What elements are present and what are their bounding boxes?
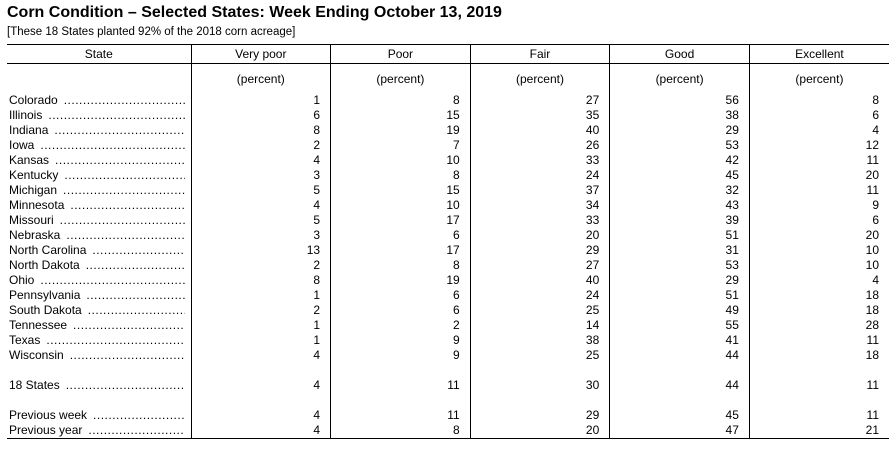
poor-value: 10 <box>331 153 471 168</box>
dot-leader <box>66 378 185 393</box>
state-name: Minnesota <box>9 198 65 212</box>
excellent-value: 6 <box>749 213 889 228</box>
fair-value: 33 <box>470 213 610 228</box>
fair-value: 25 <box>470 303 610 318</box>
fair-value: 20 <box>470 423 610 439</box>
good-value: 41 <box>610 333 750 348</box>
excellent-value: 20 <box>749 228 889 243</box>
unit-label: (percent) <box>331 64 471 94</box>
excellent-value: 11 <box>749 183 889 198</box>
dot-leader <box>63 183 184 198</box>
fair-value: 40 <box>470 273 610 288</box>
dot-leader <box>64 93 185 108</box>
dot-leader <box>88 303 185 318</box>
fair-value: 35 <box>470 108 610 123</box>
table-row <box>7 243 889 258</box>
unit-label: (percent) <box>610 64 750 94</box>
state-name: Wisconsin <box>9 348 64 362</box>
poor-value: 8 <box>331 93 471 108</box>
table-body <box>7 93 889 439</box>
table-row <box>7 288 889 303</box>
state-cell <box>7 228 191 243</box>
good-value: 43 <box>610 198 750 213</box>
state-cell <box>7 378 191 393</box>
excellent-value: 11 <box>749 378 889 393</box>
dot-leader <box>93 408 184 423</box>
units-row <box>7 64 889 94</box>
fair-value: 29 <box>470 408 610 423</box>
very-poor-value: 3 <box>191 168 331 183</box>
very-poor-value: 2 <box>191 138 331 153</box>
state-cell <box>7 108 191 123</box>
spacer-cell <box>610 363 750 378</box>
state-cell <box>7 183 191 198</box>
col-header-poor: Poor <box>331 45 471 64</box>
excellent-value: 10 <box>749 243 889 258</box>
excellent-value: 18 <box>749 348 889 363</box>
very-poor-value: 4 <box>191 408 331 423</box>
fair-value: 14 <box>470 318 610 333</box>
state-cell <box>7 243 191 258</box>
table-row <box>7 333 889 348</box>
table-row <box>7 183 889 198</box>
very-poor-value: 8 <box>191 123 331 138</box>
excellent-value: 21 <box>749 423 889 439</box>
excellent-value: 4 <box>749 273 889 288</box>
state-cell <box>7 138 191 153</box>
excellent-value: 18 <box>749 303 889 318</box>
good-value: 32 <box>610 183 750 198</box>
good-value: 49 <box>610 303 750 318</box>
poor-value: 9 <box>331 333 471 348</box>
fair-value: 34 <box>470 198 610 213</box>
table-row <box>7 273 889 288</box>
poor-value: 15 <box>331 108 471 123</box>
spacer-cell <box>749 393 889 408</box>
col-header-state: State <box>7 45 191 64</box>
excellent-value: 11 <box>749 333 889 348</box>
table-row <box>7 108 889 123</box>
corn-condition-table <box>7 44 889 439</box>
excellent-value: 11 <box>749 153 889 168</box>
state-name: Michigan <box>9 183 58 197</box>
very-poor-value: 5 <box>191 183 331 198</box>
poor-value: 9 <box>331 348 471 363</box>
dot-leader <box>86 258 185 273</box>
fair-value: 40 <box>470 123 610 138</box>
very-poor-value: 4 <box>191 198 331 213</box>
good-value: 44 <box>610 348 750 363</box>
good-value: 51 <box>610 288 750 303</box>
poor-value: 2 <box>331 318 471 333</box>
spacer-cell <box>7 363 191 378</box>
fair-value: 24 <box>470 288 610 303</box>
state-cell <box>7 258 191 273</box>
poor-value: 19 <box>331 273 471 288</box>
very-poor-value: 1 <box>191 333 331 348</box>
good-value: 31 <box>610 243 750 258</box>
state-name: Missouri <box>9 213 54 227</box>
fair-value: 25 <box>470 348 610 363</box>
good-value: 56 <box>610 93 750 108</box>
dot-leader <box>40 138 184 153</box>
spacer-cell <box>470 363 610 378</box>
dot-leader <box>40 273 184 288</box>
poor-value: 8 <box>331 258 471 273</box>
state-name: Texas <box>9 333 41 347</box>
dot-leader <box>54 123 184 138</box>
very-poor-value: 3 <box>191 228 331 243</box>
good-value: 53 <box>610 138 750 153</box>
spacer-cell <box>470 393 610 408</box>
good-value: 29 <box>610 123 750 138</box>
col-header-excellent: Excellent <box>749 45 889 64</box>
dot-leader <box>66 228 184 243</box>
state-name: Tennessee <box>9 318 68 332</box>
good-value: 45 <box>610 408 750 423</box>
state-cell <box>7 213 191 228</box>
state-name: Indiana <box>9 123 49 137</box>
state-cell <box>7 423 191 439</box>
poor-value: 17 <box>331 243 471 258</box>
excellent-value: 20 <box>749 168 889 183</box>
state-name: South Dakota <box>9 303 82 317</box>
table-row <box>7 318 889 333</box>
previous-week-row <box>7 408 889 423</box>
excellent-value: 28 <box>749 318 889 333</box>
table-row <box>7 168 889 183</box>
table-row <box>7 348 889 363</box>
state-cell <box>7 318 191 333</box>
state-name: Iowa <box>9 138 35 152</box>
state-name: Illinois <box>9 108 43 122</box>
excellent-value: 6 <box>749 108 889 123</box>
total-row <box>7 378 889 393</box>
fair-value: 27 <box>470 93 610 108</box>
dot-leader <box>55 153 184 168</box>
excellent-value: 10 <box>749 258 889 273</box>
excellent-value: 8 <box>749 93 889 108</box>
state-cell <box>7 408 191 423</box>
good-value: 42 <box>610 153 750 168</box>
fair-value: 30 <box>470 378 610 393</box>
good-value: 44 <box>610 378 750 393</box>
poor-value: 8 <box>331 423 471 439</box>
very-poor-value: 1 <box>191 288 331 303</box>
state-name: Ohio <box>9 273 35 287</box>
report-subtitle: [These 18 States planted 92% of the 2018 corn acreage] <box>7 26 296 38</box>
spacer-cell <box>331 393 471 408</box>
dot-leader <box>92 243 184 258</box>
dot-leader <box>46 333 184 348</box>
state-name: 18 States <box>9 378 60 392</box>
good-value: 29 <box>610 273 750 288</box>
dot-leader <box>64 168 184 183</box>
col-header-fair: Fair <box>470 45 610 64</box>
poor-value: 10 <box>331 198 471 213</box>
excellent-value: 11 <box>749 408 889 423</box>
dot-leader <box>73 318 184 333</box>
state-name: Colorado <box>9 93 58 107</box>
dot-leader <box>48 108 184 123</box>
good-value: 51 <box>610 228 750 243</box>
very-poor-value: 5 <box>191 213 331 228</box>
very-poor-value: 4 <box>191 423 331 439</box>
spacer-cell <box>191 393 331 408</box>
previous-year-row <box>7 423 889 439</box>
poor-value: 11 <box>331 408 471 423</box>
state-cell <box>7 273 191 288</box>
spacer-row <box>7 363 889 378</box>
dot-leader <box>70 198 184 213</box>
table-row <box>7 123 889 138</box>
table-row <box>7 153 889 168</box>
state-cell <box>7 123 191 138</box>
excellent-value: 18 <box>749 288 889 303</box>
unit-label: (percent) <box>749 64 889 94</box>
col-header-very-poor: Very poor <box>191 45 331 64</box>
poor-value: 17 <box>331 213 471 228</box>
very-poor-value: 13 <box>191 243 331 258</box>
excellent-value: 4 <box>749 123 889 138</box>
good-value: 55 <box>610 318 750 333</box>
fair-value: 27 <box>470 258 610 273</box>
very-poor-value: 1 <box>191 318 331 333</box>
fair-value: 20 <box>470 228 610 243</box>
state-cell <box>7 168 191 183</box>
header-row <box>7 45 889 64</box>
fair-value: 37 <box>470 183 610 198</box>
poor-value: 19 <box>331 123 471 138</box>
very-poor-value: 2 <box>191 303 331 318</box>
good-value: 38 <box>610 108 750 123</box>
poor-value: 6 <box>331 288 471 303</box>
poor-value: 6 <box>331 303 471 318</box>
dot-leader <box>88 423 184 438</box>
unit-label: (percent) <box>191 64 331 94</box>
poor-value: 15 <box>331 183 471 198</box>
table-row <box>7 228 889 243</box>
very-poor-value: 2 <box>191 258 331 273</box>
unit-label: (percent) <box>470 64 610 94</box>
state-cell <box>7 288 191 303</box>
good-value: 45 <box>610 168 750 183</box>
very-poor-value: 6 <box>191 108 331 123</box>
state-name: Previous week <box>9 408 88 422</box>
state-cell <box>7 153 191 168</box>
table-row <box>7 93 889 108</box>
state-name: Kentucky <box>9 168 59 182</box>
fair-value: 33 <box>470 153 610 168</box>
state-name: Previous year <box>9 423 83 437</box>
excellent-value: 9 <box>749 198 889 213</box>
dot-leader <box>70 348 185 363</box>
dot-leader <box>60 213 185 228</box>
very-poor-value: 8 <box>191 273 331 288</box>
fair-value: 29 <box>470 243 610 258</box>
col-header-good: Good <box>610 45 750 64</box>
fair-value: 24 <box>470 168 610 183</box>
spacer-cell <box>610 393 750 408</box>
state-name: North Dakota <box>9 258 80 272</box>
good-value: 39 <box>610 213 750 228</box>
fair-value: 38 <box>470 333 610 348</box>
very-poor-value: 4 <box>191 348 331 363</box>
table-row <box>7 138 889 153</box>
state-name: Nebraska <box>9 228 61 242</box>
spacer-cell <box>191 363 331 378</box>
poor-value: 11 <box>331 378 471 393</box>
spacer-row <box>7 393 889 408</box>
state-cell <box>7 303 191 318</box>
units-state-cell <box>7 64 191 94</box>
good-value: 47 <box>610 423 750 439</box>
poor-value: 7 <box>331 138 471 153</box>
spacer-cell <box>7 393 191 408</box>
state-cell <box>7 348 191 363</box>
fair-value: 26 <box>470 138 610 153</box>
dot-leader <box>86 288 184 303</box>
state-name: Pennsylvania <box>9 288 81 302</box>
poor-value: 6 <box>331 228 471 243</box>
state-cell <box>7 93 191 108</box>
state-name: North Carolina <box>9 243 87 257</box>
very-poor-value: 4 <box>191 378 331 393</box>
table-row <box>7 303 889 318</box>
table-row <box>7 198 889 213</box>
good-value: 53 <box>610 258 750 273</box>
state-cell <box>7 333 191 348</box>
spacer-cell <box>749 363 889 378</box>
excellent-value: 12 <box>749 138 889 153</box>
table-row <box>7 258 889 273</box>
state-cell <box>7 198 191 213</box>
table-row <box>7 213 889 228</box>
report-title: Corn Condition – Selected States: Week Ending October 13, 2019 <box>7 4 502 21</box>
very-poor-value: 4 <box>191 153 331 168</box>
very-poor-value: 1 <box>191 93 331 108</box>
poor-value: 8 <box>331 168 471 183</box>
spacer-cell <box>331 363 471 378</box>
state-name: Kansas <box>9 153 50 167</box>
